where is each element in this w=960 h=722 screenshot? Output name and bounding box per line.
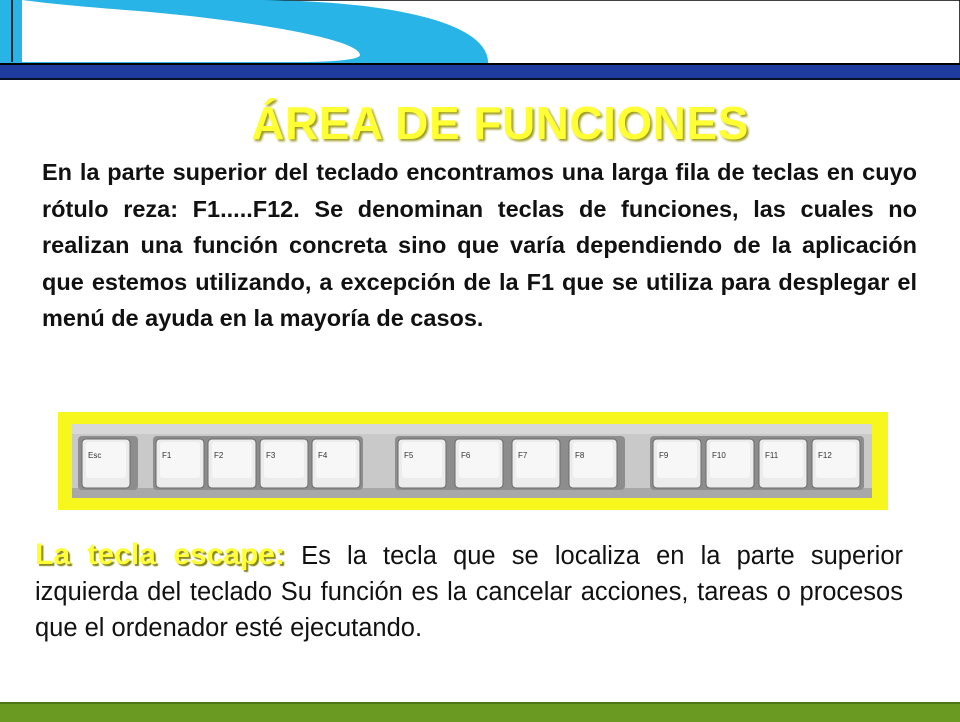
key-label: F3: [266, 451, 276, 460]
key-label: F4: [318, 451, 328, 460]
key-label: F1: [162, 451, 172, 460]
key-label: F11: [765, 451, 779, 460]
key-label: Esc: [88, 451, 102, 460]
key-f10: [706, 439, 754, 488]
key-label: F10: [712, 451, 726, 460]
key-f11: [759, 439, 807, 488]
function-keys-image: [58, 412, 888, 510]
escape-description: Es la tecla que se localiza en la parte superior izquierda del teclado Su función es la cancelar acciones, tareas o procesos que el ordenador esté ejecutando.: [35, 542, 904, 642]
key-f7: [512, 439, 560, 488]
key-label: F6: [461, 451, 471, 460]
key-f8: [569, 439, 617, 488]
body-paragraph: En la parte superior del teclado encontramos una larga fila de teclas en cuyo rótulo reza: F1.....F12. Se denominan teclas de funciones, las cuales no realizan una función concreta sino que varía dependiendo de la aplicación que estemos utilizando, a excepción de la F1 que se utiliza para desplegar el menú de ayuda en la mayoría de casos.: [42, 159, 917, 331]
key-label: F9: [659, 451, 669, 460]
key-f9: [653, 439, 701, 488]
escape-label: La tecla escape:: [35, 538, 285, 571]
key-f6: [455, 439, 503, 488]
key-label: F8: [575, 451, 585, 460]
key-label: F12: [818, 451, 832, 460]
key-f12: [812, 439, 860, 488]
bottom-bar: [0, 702, 960, 722]
key-label: F5: [404, 451, 414, 460]
key-label: F2: [214, 451, 224, 460]
key-f1: [156, 439, 204, 488]
escape-paragraph: [35, 537, 903, 646]
key-f2: [208, 439, 256, 488]
key-label: F7: [518, 451, 528, 460]
key-esc: [82, 439, 130, 488]
top-banner-decoration: [0, 0, 960, 80]
slide-title: ÁREA DE FUNCIONES: [251, 97, 749, 149]
key-f3: [260, 439, 308, 488]
key-f4: [312, 439, 360, 488]
banner-blue-band: [0, 64, 960, 80]
key-f5: [398, 439, 446, 488]
